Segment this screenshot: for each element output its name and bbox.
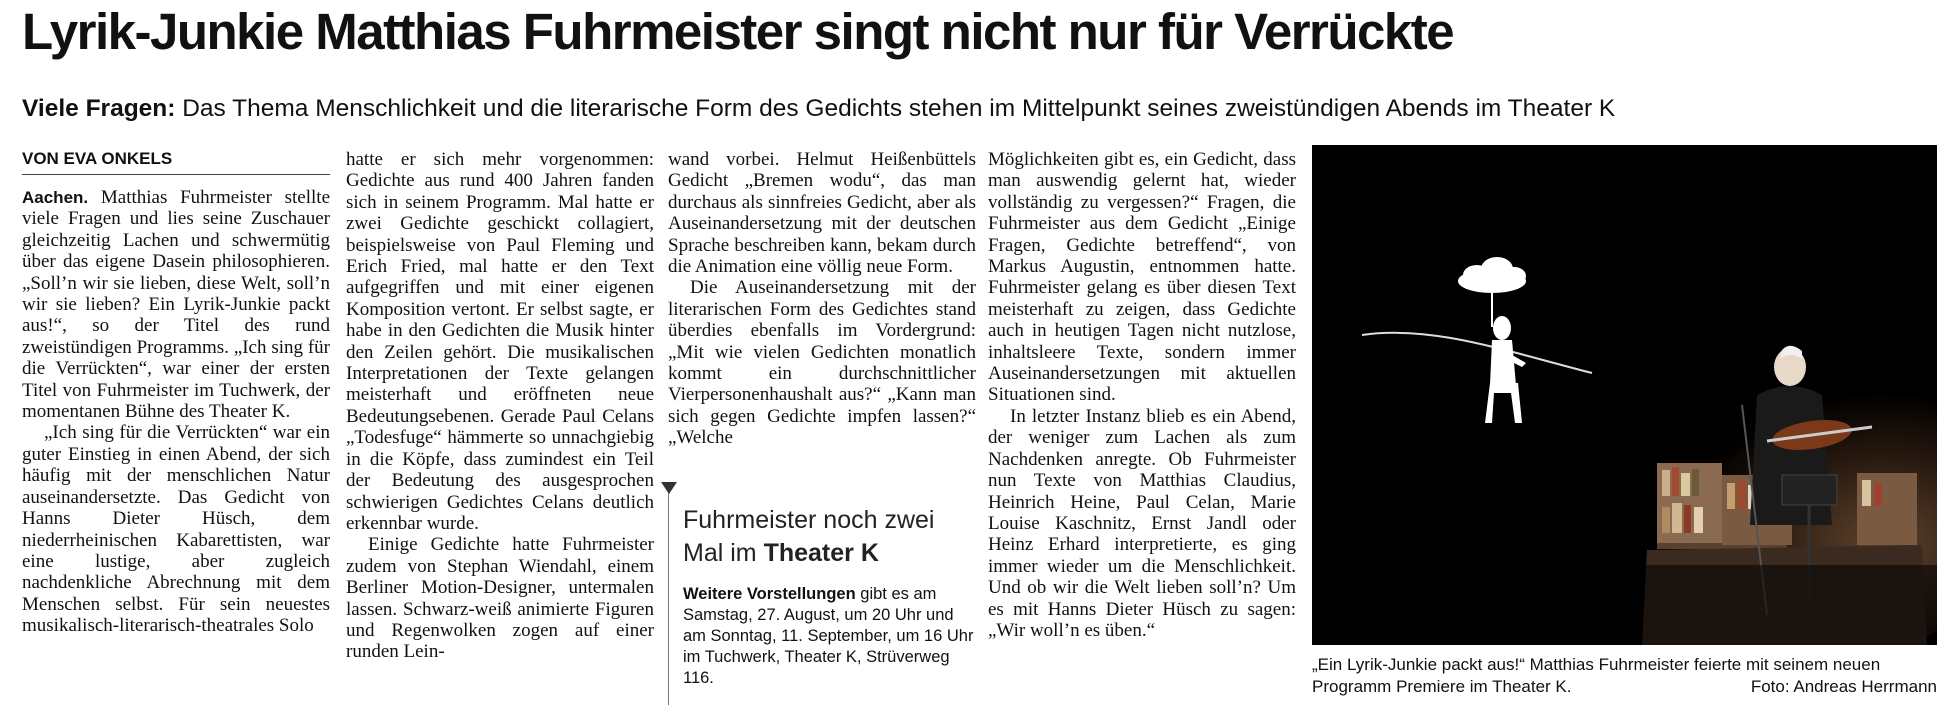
- paragraph: In letzter Instanz blieb es ein Abend, der weniger zum Lachen als zum Nachdenken anregte. Ob Fuhrmeister nun Texte von Matthias Claudius, Heinrich Heine, Paul Celan, Marie Louise Kaschnitz, Ernst Jandl oder Heinz Erhard interpretierte, es ging immer wieder um die Menschlichkeit. Und ob wir die Welt lieben soll’n? Um es mit Hanns Dieter Hüsch zu sagen: „Wir woll’n es üben.“: [988, 405, 1296, 641]
- info-box: [668, 482, 978, 705]
- info-body-text: gibt es am Samstag, 27. August, um 20 Uhr und am Sonntag, 11. September, um 16 Uhr im Tuchwerk, Theater K, Strüverweg 116.: [683, 585, 974, 687]
- paragraph: wand vorbei. Helmut Heißenbüttels Gedicht „Bremen wodu“, das man durchaus als sinnfreies Gedicht, aber als Auseinandersetzung mit der deutschen Sprache beschreiben kann, bekam durch die Animation eine völlig neue Form.: [668, 149, 976, 278]
- article-column-1: [22, 187, 330, 637]
- dateline: Aachen.: [22, 188, 89, 207]
- paragraph: [22, 187, 330, 422]
- info-body-lead: Weitere Vorstellungen: [683, 585, 856, 603]
- photo-credit: Foto: Andreas Herrmann: [1750, 677, 1937, 696]
- paragraph: Einige Gedichte hatte Fuhrmeister zudem von Stephan Wiendahl, einem Berliner Motion-Designer, untermalen lassen. Schwarz-weiß animierte Figuren und Regenwolken zogen auf einer runden Lein-: [346, 534, 654, 663]
- headline: Lyrik-Junkie Matthias Fuhrmeister singt nicht nur für Verrückte: [22, 3, 1454, 60]
- stage-photo: [1312, 145, 1937, 645]
- article-column-2: [346, 149, 654, 663]
- subline-text: Das Thema Menschlichkeit und die literarische Form des Gedichts stehen im Mittelpunkt seines zweistündigen Abends im Theater K: [175, 95, 1616, 122]
- paragraph: Möglichkeiten gibt es, ein Gedicht, dass man auswendig gelernt hat, wieder vollständig zu vergessen?“ Fragen, die Fuhrmeister aus dem Gedicht „Einige Fragen, Gedichte betreffend“, von Markus Augustin, entnommen hatte. Fuhrmeister gelang es über diesen Text meisterhaft zu zeigen, dass Gedichte auch in heutigen Tagen nicht nutzlose, inhaltsleere Texte, sondern immer Auseinandersetzungen mit aktuellen Situationen sind.: [988, 149, 1296, 406]
- caption-text: „Ein Lyrik-Junkie packt aus!“ Matthias Fuhrmeister feierte mit seinem neuen Programm Premiere im Theater K.: [1312, 655, 1881, 696]
- subline-lead: Viele Fragen:: [22, 95, 176, 122]
- paragraph-text: Matthias Fuhrmeister stellte viele Fragen und lies seine Zuschauer gleichzeitig Lachen und schwermütig über das eigene Dasein philosophieren. „Soll’n wir sie lieben, diese Welt, soll’n wir sie lieben? Ein Lyrik-Junkie packt aus!“, so der Titel des rund zweistündigen Programms. „Ich sing für die Verrückten“, war einer der ersten Titel von Fuhrmeister im Tuchwerk, der momentanen Bühne des Theater K.: [22, 187, 330, 423]
- article-column-4: [988, 149, 1296, 641]
- paragraph: Die Auseinandersetzung mit der literarischen Form des Gedichtes stand überdies ebenfalls im Vordergrund: „Mit wie vielen Gedichten monatlich kommt ein durchschnittlicher Vierpersonenhaushalt aus?“ „Kann man sich gegen Gedichte impfen lassen?“ „Welche: [668, 277, 976, 449]
- info-title-line1: Fuhrmeister noch zwei: [683, 506, 935, 534]
- paragraph: hatte er sich mehr vorgenommen: Gedichte aus rund 400 Jahren fanden sich in seinem Programm. Mal hatte er zwei Gedichte geschickt collagiert, beispielsweise von Paul Fleming und Erich Fried, mal hatte er den Text aufgegriffen und mit einer eigenen Komposition vertont. Er selbst sagte, er habe in den Gedichten die Musik hinter den Zeilen gehört. Die musikalischen Interpretationen der Texte gelangen meisterhaft und eröffneten neue Bedeutungsebenen. Gerade Paul Celans „Todesfuge“ hämmerte so unnachgiebig in die Köpfe, dass zumindest ein Teil der Bedeutung des ausgesprochen schwierigen Gedichtes Celans deutlich erkennbar wurde.: [346, 149, 654, 534]
- info-title-line2: Mal im: [683, 539, 764, 567]
- subline: [22, 94, 1615, 123]
- article-column-3: [668, 149, 976, 449]
- info-box-body: [683, 584, 978, 689]
- info-box-title: [683, 504, 978, 570]
- paragraph: „Ich sing für die Verrückten“ war ein guter Einstieg in einen Abend, der sich häufig mit der menschlichen Natur auseinandersetzte. Das Gedicht von Hanns Dieter Hüsch, dem niederrheinischen Kabarettisten, war eine lustige, aber zugleich nachdenkliche Abrechnung mit dem Menschen selbst. Für sein neuestes musikalisch-literarisch-theatrales Solo: [22, 422, 330, 637]
- triangle-marker-icon: [661, 482, 677, 494]
- author-byline: VON EVA ONKELS: [22, 149, 330, 175]
- stage-illustration: [1312, 145, 1937, 645]
- photo-caption: [1312, 654, 1937, 698]
- info-title-bold: Theater K: [763, 539, 879, 567]
